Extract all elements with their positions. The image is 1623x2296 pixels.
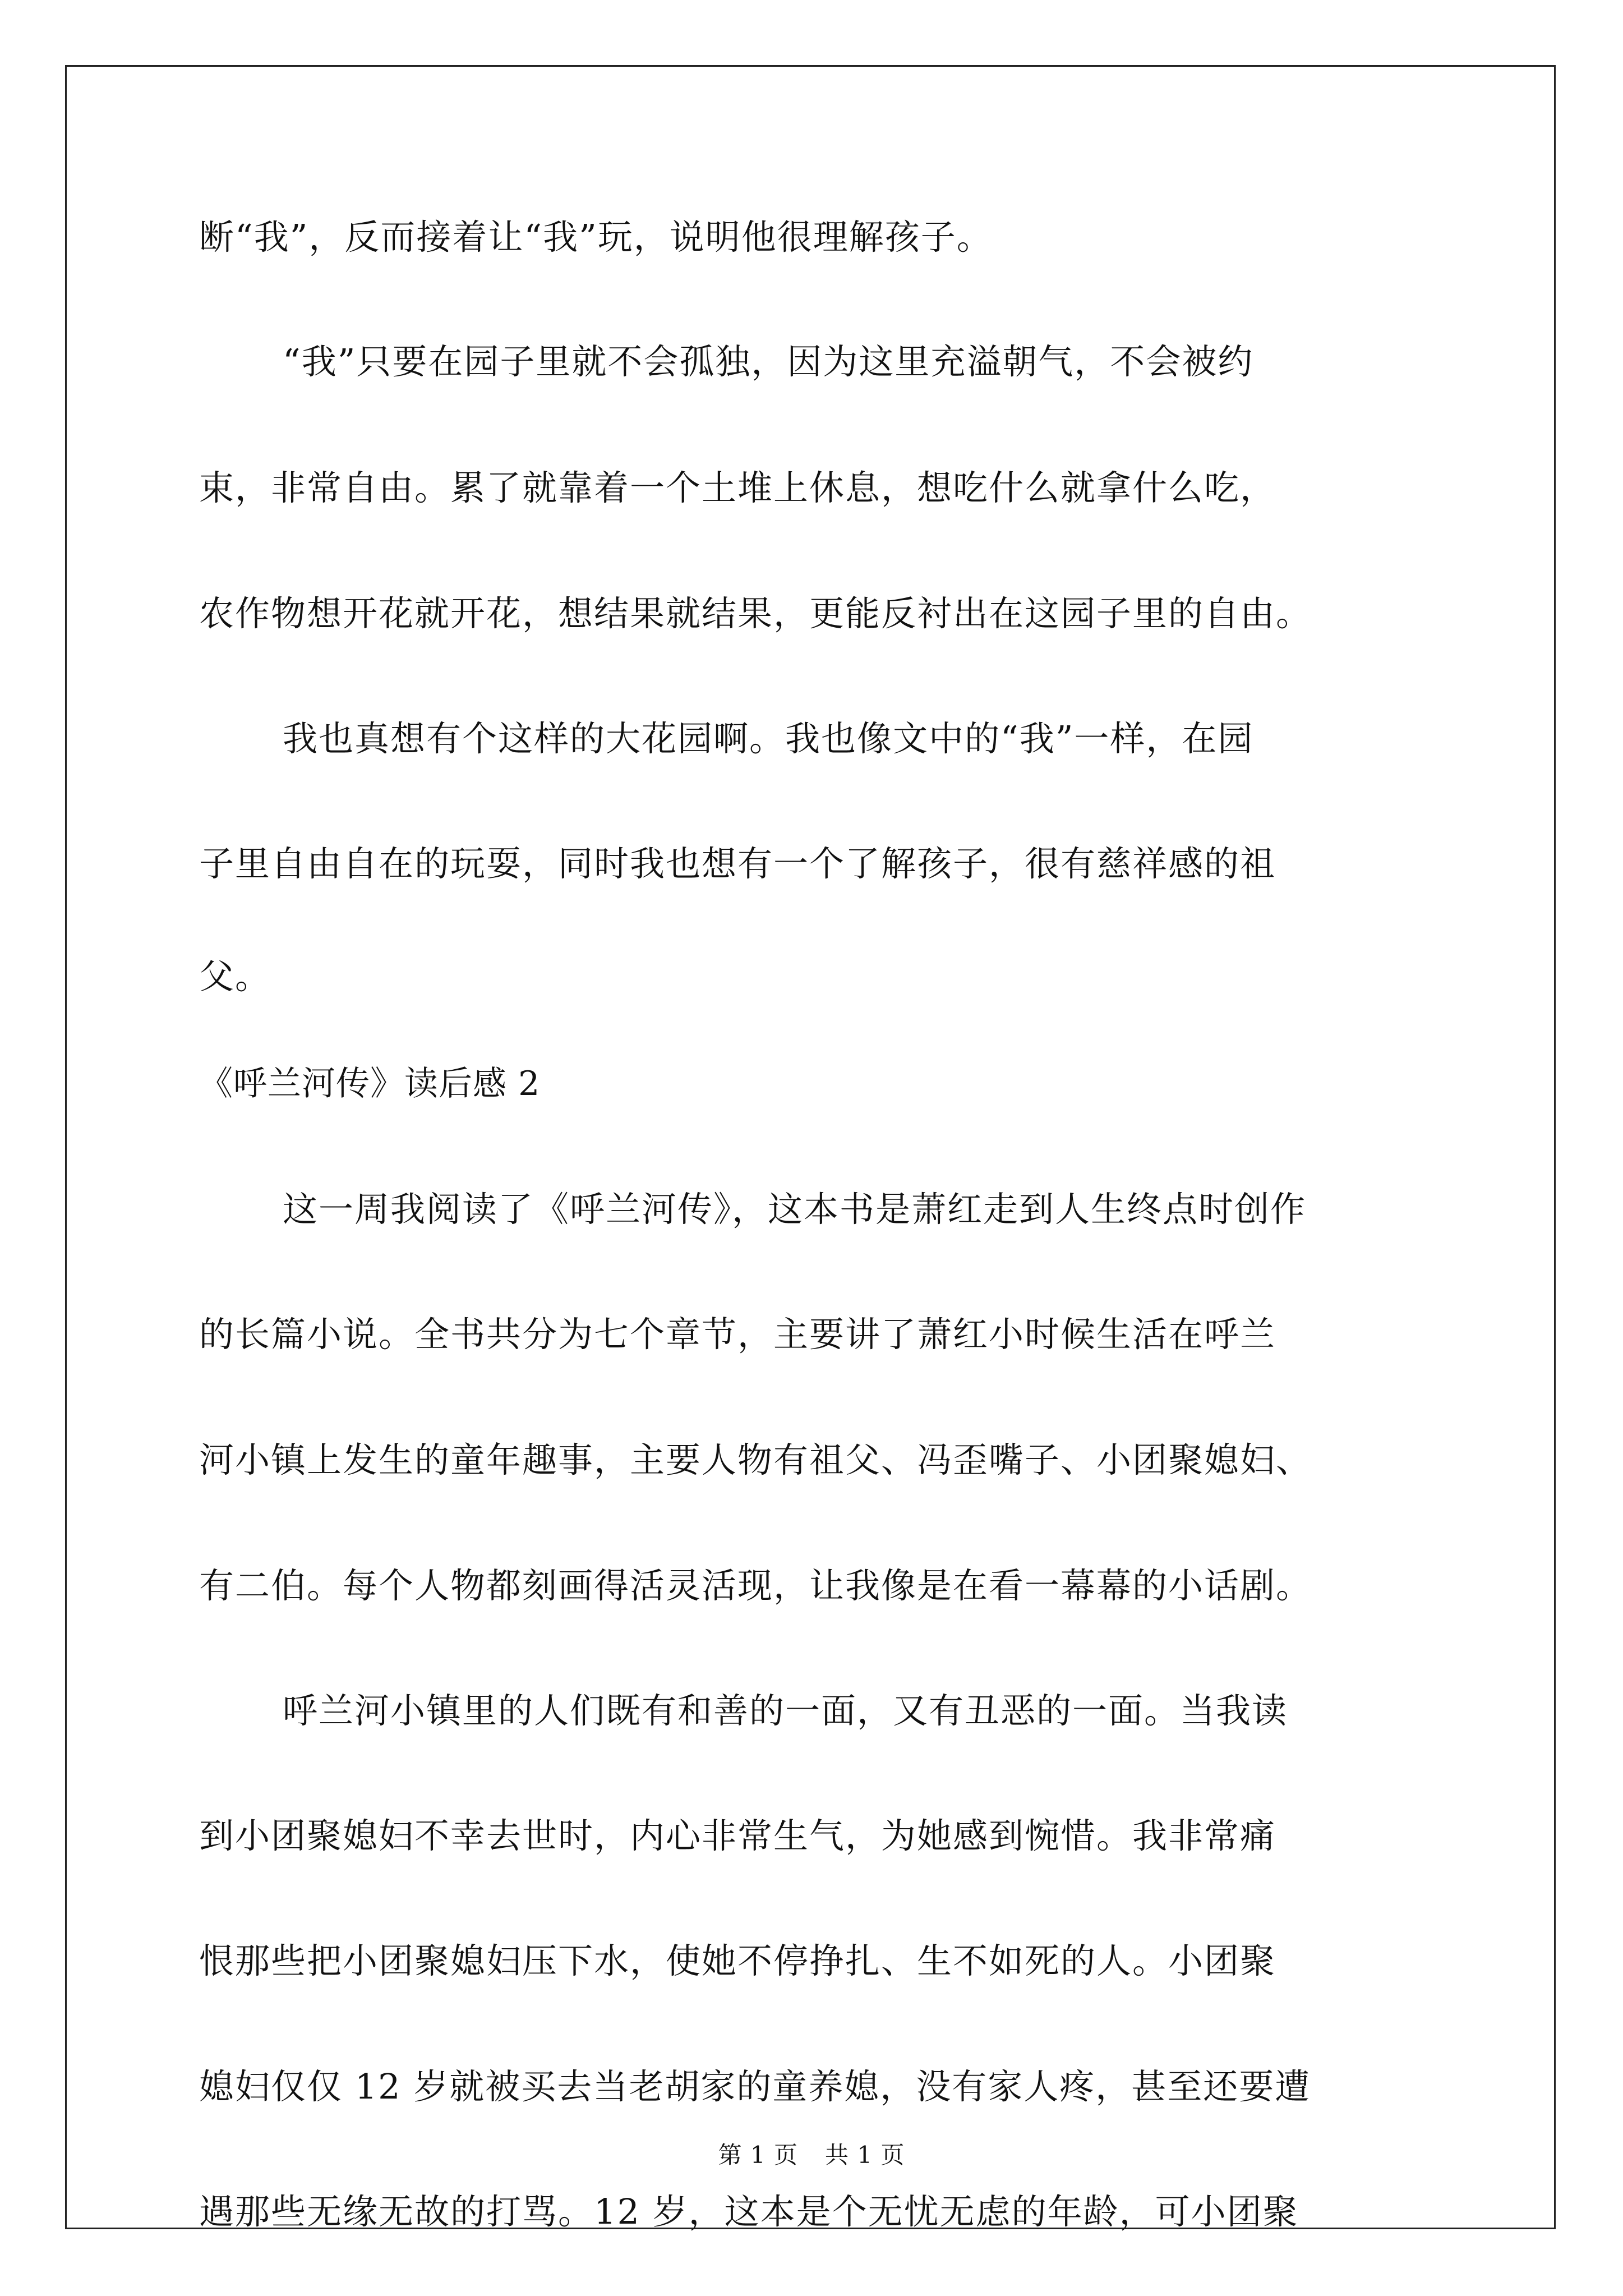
text-line: 子里自由自在的玩耍，同时我也想有一个了解孩子，很有慈祥感的祖 — [199, 843, 1276, 884]
text-line: 农作物想开花就开花，想结果就结果，更能反衬出在这园子里的自由。 — [199, 593, 1312, 634]
paragraph-first-line: 这一周我阅读了《呼兰河传》，这本书是萧红走到人生终点时创作 — [283, 1189, 1307, 1230]
text-line: 的长篇小说。全书共分为七个章节，主要讲了萧红小时候生活在呼兰 — [199, 1314, 1276, 1355]
paragraph-first-line: “我”只要在园子里就不会孤独，因为这里充溢朝气，不会被约 — [283, 341, 1254, 382]
text-line: 到小团聚媳妇不幸去世时，内心非常生气，为她感到惋惜。我非常痛 — [199, 1815, 1276, 1856]
text-line: 媳妇仅仅 12 岁就被买去当老胡家的童养媳，没有家人疼，甚至还要遭 — [199, 2066, 1311, 2107]
text-line: 断“我”，反而接着让“我”玩，说明他很理解孩子。 — [199, 217, 993, 257]
text-line: 恨那些把小团聚媳妇压下水，使她不停挣扎、生不如死的人。小团聚 — [199, 1940, 1276, 1981]
text-line: 河小镇上发生的童年趣事，主要人物有祖父、冯歪嘴子、小团聚媳妇、 — [199, 1439, 1312, 1480]
page-total: 共 1 页 — [825, 2141, 905, 2169]
section-title: 《呼兰河传》读后感 2 — [199, 1064, 541, 1103]
page-footer — [0, 2139, 1623, 2171]
text-line: 束，非常自由。累了就靠着一个土堆上休息，想吃什么就拿什么吃， — [199, 467, 1276, 508]
page-number: 第 1 页 — [718, 2141, 798, 2169]
page-border — [65, 65, 1556, 2229]
text-line: 有二伯。每个人物都刻画得活灵活现，让我像是在看一幕幕的小话剧。 — [199, 1565, 1312, 1606]
text-line: 遇那些无缘无故的打骂。12 岁，这本是个无忧无虑的年龄，可小团聚 — [199, 2191, 1299, 2232]
text-line: 父。 — [199, 956, 271, 997]
paragraph-first-line: 呼兰河小镇里的人们既有和善的一面，又有丑恶的一面。当我读 — [283, 1690, 1288, 1731]
paragraph-first-line: 我也真想有个这样的大花园啊。我也像文中的“我”一样，在园 — [283, 718, 1254, 759]
